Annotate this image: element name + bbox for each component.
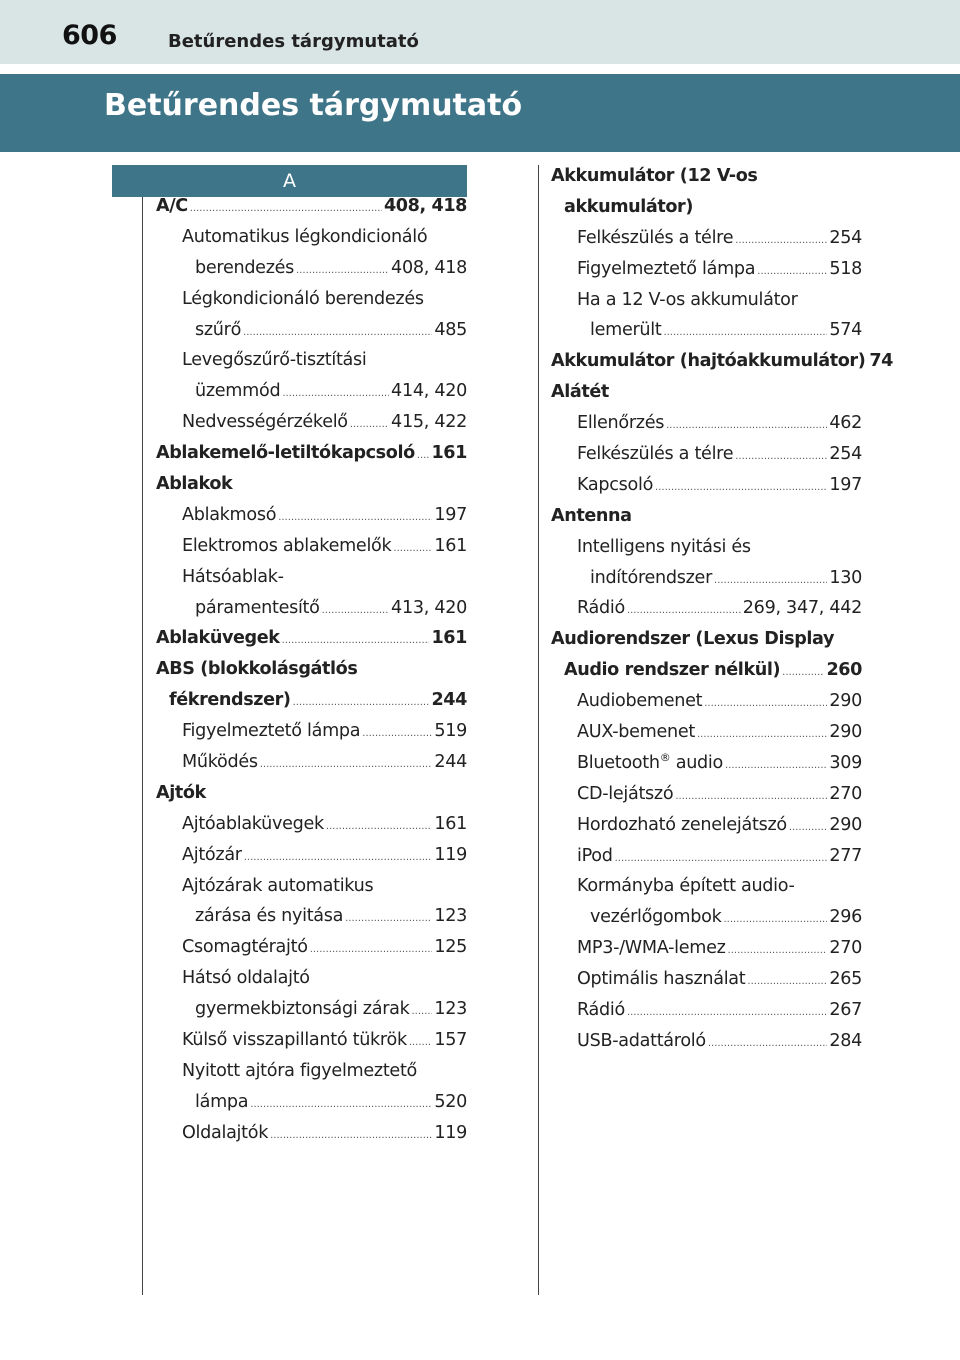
entry-page-ref: 157 bbox=[434, 1030, 467, 1051]
entry-term bbox=[551, 351, 865, 371]
entry-term bbox=[577, 228, 733, 248]
entry-page-ref: 260 bbox=[826, 660, 862, 681]
entry-page-ref: 125 bbox=[434, 937, 467, 958]
entry-term bbox=[590, 907, 721, 927]
entry-term bbox=[195, 1092, 248, 1112]
entry-page-ref: 408, 418 bbox=[391, 257, 467, 278]
entry-term bbox=[577, 537, 751, 557]
index-entry bbox=[551, 907, 862, 938]
dot-leader bbox=[278, 512, 432, 523]
index-column-left bbox=[156, 196, 467, 1154]
entry-term bbox=[577, 259, 755, 279]
entry-term-text: Figyelmeztető lámpa bbox=[182, 721, 361, 742]
entry-page-ref: 290 bbox=[829, 691, 862, 712]
entry-page-ref: 290 bbox=[829, 814, 862, 835]
dot-leader bbox=[282, 388, 389, 399]
index-entry bbox=[551, 815, 862, 846]
index-entry bbox=[551, 784, 862, 815]
entry-page-ref: 244 bbox=[434, 752, 467, 773]
entry-term-text: Ablaküvegek bbox=[156, 628, 280, 649]
entry-page-ref: 123 bbox=[434, 906, 467, 927]
index-entry bbox=[156, 443, 467, 474]
dot-leader bbox=[393, 543, 432, 554]
entry-term bbox=[182, 968, 310, 988]
entry-term-text: Levegőszűrő-tisztítási bbox=[182, 350, 367, 371]
entry-term bbox=[551, 166, 757, 186]
entry-term-text: üzemmód bbox=[195, 381, 281, 402]
entry-page-ref: 518 bbox=[829, 258, 862, 279]
entry-term bbox=[577, 444, 733, 464]
dot-leader bbox=[723, 914, 827, 925]
entry-term-text: iPod bbox=[577, 845, 613, 866]
dot-leader bbox=[666, 420, 827, 431]
index-entry bbox=[156, 906, 467, 937]
index-entry bbox=[156, 227, 467, 258]
index-entry bbox=[551, 166, 862, 197]
dot-leader bbox=[675, 791, 827, 802]
entry-term-text: Működés bbox=[182, 752, 258, 773]
entry-term bbox=[182, 721, 360, 741]
index-entry bbox=[156, 1030, 467, 1061]
dot-leader bbox=[615, 853, 828, 864]
index-entry bbox=[551, 444, 862, 475]
entry-page-ref: 254 bbox=[829, 444, 862, 465]
registered-mark: ® bbox=[659, 751, 671, 765]
entry-page-ref: 269, 347, 442 bbox=[742, 598, 862, 619]
entry-term bbox=[590, 568, 712, 588]
index-entry bbox=[156, 999, 467, 1030]
entry-term bbox=[182, 505, 276, 525]
dot-leader bbox=[190, 203, 382, 214]
entry-page-ref: 197 bbox=[829, 474, 862, 495]
entry-term bbox=[156, 659, 357, 679]
entry-page-ref: 119 bbox=[434, 844, 467, 865]
entry-term-text: Csomagtérajtó bbox=[182, 937, 308, 958]
entry-term-text: gyermekbiztonsági zárak bbox=[195, 999, 410, 1020]
index-entry bbox=[551, 598, 862, 629]
entry-term-text: Akkumulátor (hajtóakkumulátor) bbox=[551, 351, 866, 372]
index-entry bbox=[156, 567, 467, 598]
index-column-right bbox=[551, 166, 894, 1062]
entry-term bbox=[577, 1000, 625, 1020]
entry-term bbox=[182, 567, 284, 587]
index-entry bbox=[551, 1000, 862, 1031]
entry-term bbox=[182, 1030, 407, 1050]
entry-term bbox=[195, 381, 280, 401]
entry-term-text: Bluetooth bbox=[577, 752, 660, 773]
entry-term bbox=[156, 783, 206, 803]
index-entry bbox=[551, 660, 862, 691]
entry-term bbox=[577, 1031, 706, 1051]
entry-term-text: szűrő bbox=[195, 319, 242, 340]
index-entry bbox=[156, 628, 467, 659]
index-entry bbox=[156, 1092, 467, 1123]
entry-term-text: USB-adattároló bbox=[577, 1030, 706, 1051]
entry-term bbox=[195, 258, 294, 278]
dot-leader bbox=[250, 1099, 432, 1110]
index-entry bbox=[156, 1123, 467, 1154]
entry-term-text: Optimális használat bbox=[577, 969, 746, 990]
entry-term bbox=[577, 290, 798, 310]
dot-leader bbox=[362, 728, 432, 739]
entry-term bbox=[564, 660, 780, 680]
entry-page-ref: 408, 418 bbox=[383, 196, 467, 216]
entry-term bbox=[182, 937, 308, 957]
index-entry bbox=[156, 598, 467, 629]
entry-term bbox=[182, 289, 424, 309]
entry-page-ref: 290 bbox=[829, 722, 862, 743]
index-entry bbox=[156, 814, 467, 845]
dot-leader bbox=[697, 729, 827, 740]
entry-term-text: Oldalajtók bbox=[182, 1122, 269, 1143]
index-entry bbox=[156, 690, 467, 721]
index-entry bbox=[156, 196, 467, 227]
entry-page-ref: 270 bbox=[829, 938, 862, 959]
dot-leader bbox=[270, 1130, 432, 1141]
dot-leader bbox=[757, 266, 827, 277]
entry-term bbox=[577, 784, 673, 804]
entry-term-text: Automatikus légkondicionáló bbox=[182, 226, 428, 247]
entry-term-text: akkumulátor) bbox=[564, 196, 693, 217]
entry-term-text: Ha a 12 V-os akkumulátor bbox=[577, 289, 798, 310]
entry-term bbox=[577, 969, 745, 989]
index-entry bbox=[551, 691, 862, 722]
entry-page-ref: 519 bbox=[434, 721, 467, 742]
entry-term-text: Ablakok bbox=[156, 474, 233, 495]
dot-leader bbox=[789, 822, 827, 833]
entry-term bbox=[577, 475, 653, 495]
dot-leader bbox=[735, 451, 827, 462]
entry-term bbox=[182, 1061, 417, 1081]
entry-term-text: Intelligens nyitási és bbox=[577, 536, 751, 557]
entry-term bbox=[182, 536, 391, 556]
entry-term bbox=[182, 752, 258, 772]
entry-page-ref: 254 bbox=[829, 227, 862, 248]
entry-page-ref: 267 bbox=[829, 1000, 862, 1021]
entry-term bbox=[551, 629, 834, 649]
entry-term-text: Figyelmeztető lámpa bbox=[577, 258, 756, 279]
entry-term-text: Ajtóablaküvegek bbox=[182, 813, 324, 834]
entry-term-text: Felkészülés a télre bbox=[577, 444, 734, 465]
dot-leader bbox=[725, 760, 827, 771]
index-entry bbox=[551, 753, 862, 784]
entry-page-ref: 574 bbox=[829, 320, 862, 341]
entry-term-text: Audio rendszer nélkül) bbox=[564, 660, 781, 681]
section-letter-header: A bbox=[112, 165, 467, 197]
entry-term-text: Hátsó oldalajtó bbox=[182, 968, 310, 989]
entry-term-text: Akkumulátor (12 V-os bbox=[551, 166, 758, 186]
entry-term-text: Kapcsoló bbox=[577, 474, 654, 495]
index-entry bbox=[551, 876, 862, 907]
entry-page-ref: 414, 420 bbox=[391, 381, 467, 402]
dot-leader bbox=[627, 1007, 827, 1018]
entry-term-text: Ablakemelő-letiltókapcsoló bbox=[156, 443, 415, 464]
running-title: Betűrendes tárgymutató bbox=[168, 31, 419, 52]
entry-page-ref: 119 bbox=[434, 1122, 467, 1143]
entry-term-text: Rádió bbox=[577, 1000, 625, 1021]
entry-term bbox=[577, 846, 613, 866]
index-entry bbox=[156, 937, 467, 968]
dot-leader bbox=[708, 1038, 827, 1049]
entry-page-ref: 161 bbox=[434, 535, 467, 556]
index-entry bbox=[156, 474, 467, 505]
entry-term-text: Elektromos ablakemelők bbox=[182, 535, 392, 556]
entry-term-text: páramentesítő bbox=[195, 597, 320, 618]
entry-page-ref: 277 bbox=[829, 845, 862, 866]
right-column-rule bbox=[538, 165, 539, 1295]
entry-page-ref: 485 bbox=[434, 319, 467, 340]
entry-term bbox=[577, 598, 625, 618]
dot-leader bbox=[296, 265, 389, 276]
dot-leader bbox=[782, 667, 824, 678]
index-entry bbox=[156, 381, 467, 412]
entry-page-ref: 462 bbox=[829, 413, 862, 434]
index-entry bbox=[551, 259, 862, 290]
entry-term bbox=[577, 876, 795, 896]
index-entry bbox=[551, 1031, 862, 1062]
entry-term bbox=[590, 320, 661, 340]
index-entry bbox=[551, 938, 862, 969]
index-entry bbox=[156, 536, 467, 567]
entry-term bbox=[577, 938, 726, 958]
entry-page-ref: 284 bbox=[829, 1030, 862, 1051]
entry-page-ref: 520 bbox=[434, 1091, 467, 1112]
index-entry bbox=[551, 846, 862, 877]
dot-leader bbox=[627, 605, 741, 616]
dot-leader bbox=[244, 852, 433, 863]
page-number: 606 bbox=[62, 20, 117, 51]
entry-page-ref: 309 bbox=[829, 752, 862, 773]
entry-term bbox=[577, 815, 787, 835]
index-entry bbox=[551, 413, 862, 444]
entry-term-text: fékrendszer) bbox=[169, 690, 291, 711]
header-bar bbox=[0, 0, 960, 64]
dot-leader bbox=[412, 1006, 433, 1017]
index-entry bbox=[156, 1061, 467, 1092]
entry-page-ref: 296 bbox=[829, 907, 862, 928]
entry-term bbox=[156, 628, 280, 648]
entry-term bbox=[182, 876, 373, 896]
left-column-rule bbox=[142, 165, 143, 1295]
index-entry bbox=[551, 290, 862, 321]
dot-leader bbox=[326, 821, 432, 832]
index-entry bbox=[156, 412, 467, 443]
dot-leader bbox=[417, 450, 430, 461]
dot-leader bbox=[243, 327, 432, 338]
index-entry bbox=[551, 969, 862, 1000]
entry-term-text: CD-lejátszó bbox=[577, 783, 674, 804]
entry-term-text: Alátét bbox=[551, 382, 609, 403]
entry-page-ref: 413, 420 bbox=[391, 597, 467, 618]
entry-term-text: Audiobemenet bbox=[577, 691, 703, 712]
entry-term bbox=[195, 598, 320, 618]
entry-page-ref: 415, 422 bbox=[391, 412, 467, 433]
index-entry bbox=[156, 289, 467, 320]
entry-term-text: lemerült bbox=[590, 320, 662, 341]
page-title: Betűrendes tárgymutató bbox=[104, 88, 523, 123]
entry-term-text: Rádió bbox=[577, 598, 625, 619]
entry-term bbox=[577, 691, 702, 711]
index-entry bbox=[551, 722, 862, 753]
entry-term-text: Légkondicionáló berendezés bbox=[182, 288, 424, 309]
entry-term bbox=[182, 845, 242, 865]
entry-term bbox=[182, 412, 348, 432]
dot-leader bbox=[350, 419, 389, 430]
entry-term-text: Audiorendszer (Lexus Display bbox=[551, 629, 835, 650]
entry-term bbox=[169, 690, 291, 710]
entry-term-text: Ajtózárak automatikus bbox=[182, 875, 374, 896]
index-entry bbox=[156, 845, 467, 876]
entry-term bbox=[577, 413, 664, 433]
dot-leader bbox=[260, 759, 433, 770]
index-entry bbox=[156, 721, 467, 752]
entry-term-suffix: audio bbox=[670, 752, 723, 773]
entry-term bbox=[182, 1123, 268, 1143]
dot-leader bbox=[345, 913, 432, 924]
index-entry bbox=[551, 506, 862, 537]
entry-term-text: Ellenőrzés bbox=[577, 413, 665, 434]
entry-term bbox=[182, 227, 427, 247]
index-entry bbox=[156, 659, 467, 690]
dot-leader bbox=[322, 605, 389, 616]
dot-leader bbox=[282, 635, 430, 646]
index-entry bbox=[156, 320, 467, 351]
index-entry bbox=[551, 320, 862, 351]
entry-term-text: Ajtók bbox=[156, 782, 206, 803]
entry-term bbox=[551, 506, 632, 526]
entry-term bbox=[182, 350, 367, 370]
entry-page-ref: 123 bbox=[434, 999, 467, 1020]
dot-leader bbox=[293, 697, 430, 708]
entry-page-ref: 197 bbox=[434, 504, 467, 525]
entry-term-text: Külső visszapillantó tükrök bbox=[182, 1030, 407, 1051]
entry-term-text: A/C bbox=[156, 196, 188, 216]
index-entry bbox=[551, 351, 894, 382]
entry-page-ref: 244 bbox=[431, 690, 467, 711]
entry-term-text: vezérlőgombok bbox=[590, 907, 722, 928]
entry-page-ref: 130 bbox=[829, 567, 862, 588]
entry-page-ref: 270 bbox=[829, 783, 862, 804]
entry-term bbox=[195, 999, 410, 1019]
dot-leader bbox=[714, 575, 827, 586]
index-entry bbox=[551, 197, 862, 228]
index-entry bbox=[551, 568, 862, 599]
entry-term-text: Nyitott ajtóra figyelmeztető bbox=[182, 1060, 418, 1081]
dot-leader bbox=[663, 327, 827, 338]
entry-term-text: lámpa bbox=[195, 1091, 249, 1112]
entry-term bbox=[156, 474, 232, 494]
entry-term-text: Antenna bbox=[551, 505, 632, 526]
entry-term-text: Hátsóablak- bbox=[182, 566, 284, 587]
index-entry bbox=[551, 537, 862, 568]
dot-leader bbox=[735, 235, 827, 246]
index-entry bbox=[156, 505, 467, 536]
entry-term-text: Hordozható zenelejátszó bbox=[577, 814, 787, 835]
entry-term-text: Nedvességérzékelő bbox=[182, 412, 348, 433]
index-entry bbox=[156, 876, 467, 907]
entry-term-text: AUX-bemenet bbox=[577, 722, 695, 743]
index-entry bbox=[156, 350, 467, 381]
index-entry bbox=[156, 968, 467, 999]
entry-page-ref: 161 bbox=[434, 813, 467, 834]
entry-term-text: ABS (blokkolásgátlós bbox=[156, 659, 358, 680]
entry-term bbox=[564, 197, 693, 217]
entry-term-text: Kormányba épített audio- bbox=[577, 876, 795, 897]
index-entry bbox=[156, 258, 467, 289]
dot-leader bbox=[704, 698, 827, 709]
entry-term bbox=[156, 196, 188, 216]
dot-leader bbox=[409, 1037, 432, 1048]
entry-term-text: Felkészülés a télre bbox=[577, 227, 734, 248]
entry-page-ref: 161 bbox=[431, 443, 467, 464]
index-entry bbox=[551, 475, 862, 506]
index-entry bbox=[551, 228, 862, 259]
entry-term bbox=[182, 814, 324, 834]
index-entry bbox=[156, 783, 467, 814]
index-entry bbox=[551, 382, 862, 413]
entry-term-text: zárása és nyitása bbox=[195, 906, 344, 927]
dot-leader bbox=[655, 482, 827, 493]
entry-term-text: MP3-/WMA-lemez bbox=[577, 938, 726, 959]
entry-term-text: berendezés bbox=[195, 257, 295, 278]
entry-term-text: indítórendszer bbox=[590, 567, 713, 588]
entry-page-ref: 161 bbox=[431, 628, 467, 649]
entry-term bbox=[156, 443, 415, 463]
entry-term bbox=[195, 320, 241, 340]
entry-term-text: Ablakmosó bbox=[182, 504, 277, 525]
entry-term bbox=[577, 722, 695, 742]
dot-leader bbox=[310, 944, 433, 955]
entry-page-ref: 265 bbox=[829, 969, 862, 990]
entry-term bbox=[195, 906, 343, 926]
dot-leader bbox=[728, 945, 828, 956]
index-entry bbox=[551, 629, 862, 660]
index-entry bbox=[156, 752, 467, 783]
entry-term bbox=[577, 753, 723, 773]
entry-term bbox=[551, 382, 609, 402]
entry-term-text: Ajtózár bbox=[182, 844, 242, 865]
dot-leader bbox=[747, 976, 827, 987]
entry-page-ref: 74 bbox=[869, 351, 894, 372]
